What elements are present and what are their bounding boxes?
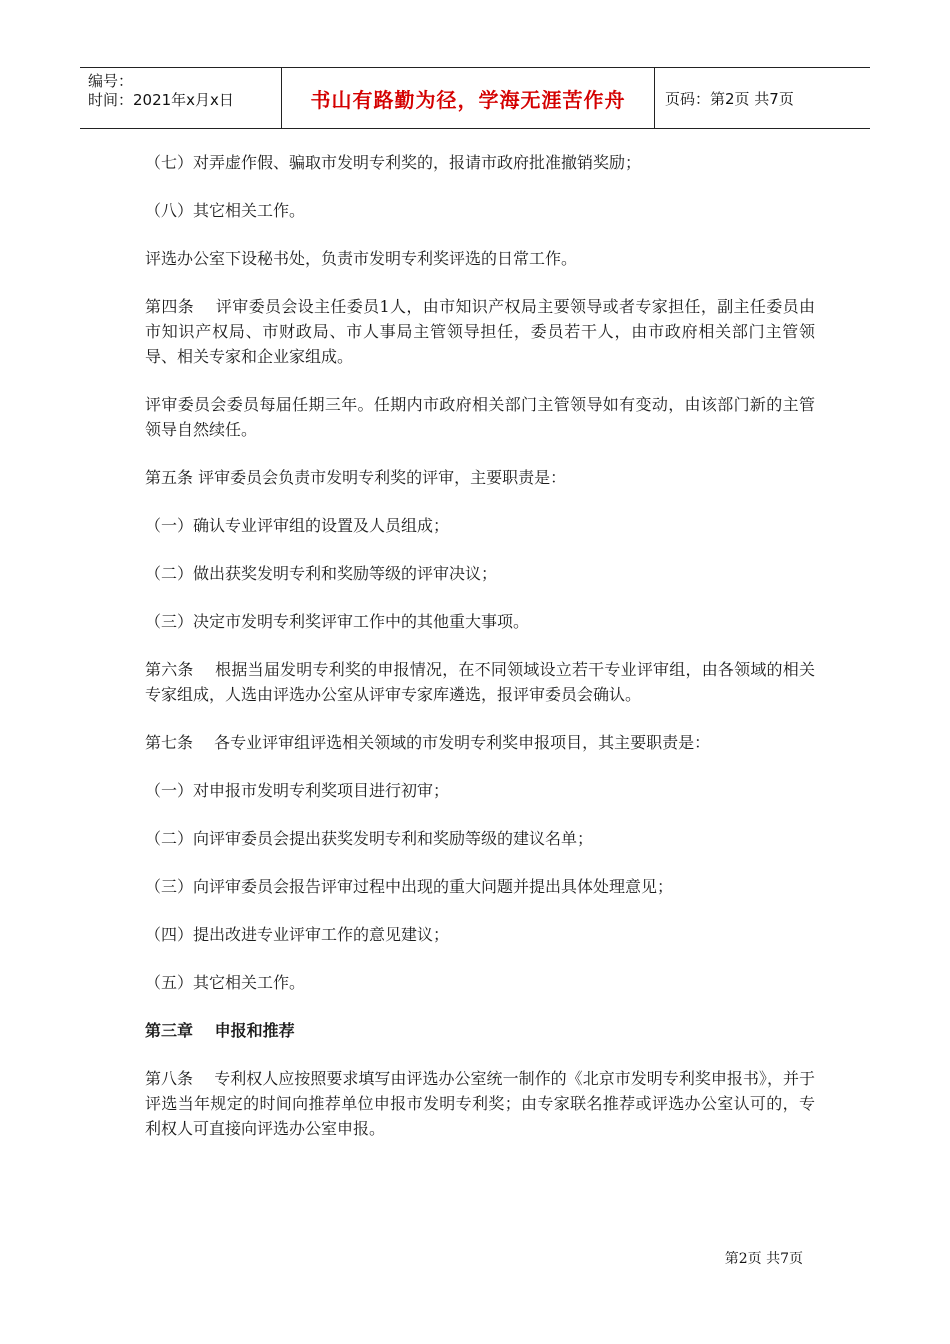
paragraph: 第四条 评审委员会设主任委员1人，由市知识产权局主要领导或者专家担任，副主任委员由市知识产权局、市财政局、市人事局主管领导担任，委员若干人，由市政府相关部门主管领导、相关专家和企业家组成。	[145, 297, 815, 366]
paragraph: 第八条 专利权人应按照要求填写由评选办公室统一制作的《北京市发明专利奖申报书》，并于评选当年规定的时间向推荐单位申报市发明专利奖；由专家联名推荐或评选办公室认可的，专利权人可直接向评选办公室申报。	[145, 1069, 815, 1138]
header-page-number: 页码：第2页 共7页	[665, 89, 794, 108]
paragraph: （二）向评审委员会提出获奖发明专利和奖励等级的建议名单；	[145, 829, 594, 848]
paragraph: （三）向评审委员会报告评审过程中出现的重大问题并提出具体处理意见；	[145, 877, 674, 896]
paragraph: 第七条 各专业评审组评选相关领域的市发明专利奖申报项目，其主要职责是：	[145, 733, 711, 752]
paragraph: （一）确认专业评审组的设置及人员组成；	[145, 516, 450, 535]
page-header	[80, 67, 870, 129]
paragraph: 第五条 评审委员会负责市发明专利奖的评审，主要职责是：	[145, 468, 567, 487]
header-meta	[80, 68, 282, 128]
document-body	[145, 150, 815, 1164]
paragraph: （七）对弄虚作假、骗取市发明专利奖的，报请市政府批准撤销奖励；	[145, 153, 642, 172]
paragraph: 第六条 根据当届发明专利奖的申报情况，在不同领域设立若干专业评审组，由各领域的相关专家组成，人选由评选办公室从评审专家库遴选，报评审委员会确认。	[145, 660, 815, 704]
document-number-label: 编号：	[88, 72, 134, 90]
paragraph: （八）其它相关工作。	[145, 201, 306, 220]
document-date-label: 时间：2021年x月x日	[88, 91, 234, 109]
paragraph: （五）其它相关工作。	[145, 973, 306, 992]
paragraph: 评选办公室下设秘书处，负责市发明专利奖评选的日常工作。	[145, 249, 578, 268]
paragraph: （三）决定市发明专利奖评审工作中的其他重大事项。	[145, 612, 530, 631]
chapter-heading: 第三章 申报和推荐	[145, 1021, 295, 1040]
paragraph: （二）做出获奖发明专利和奖励等级的评审决议；	[145, 564, 498, 583]
header-motto: 书山有路勤为径，学海无涯苦作舟	[282, 68, 655, 128]
paragraph: （一）对申报市发明专利奖项目进行初审；	[145, 781, 450, 800]
paragraph: （四）提出改进专业评审工作的意见建议；	[145, 925, 450, 944]
paragraph: 评审委员会委员每届任期三年。任期内市政府相关部门主管领导如有变动，由该部门新的主管领导自然续任。	[145, 395, 815, 439]
footer-page-number: 第2页 共7页	[724, 1251, 803, 1267]
